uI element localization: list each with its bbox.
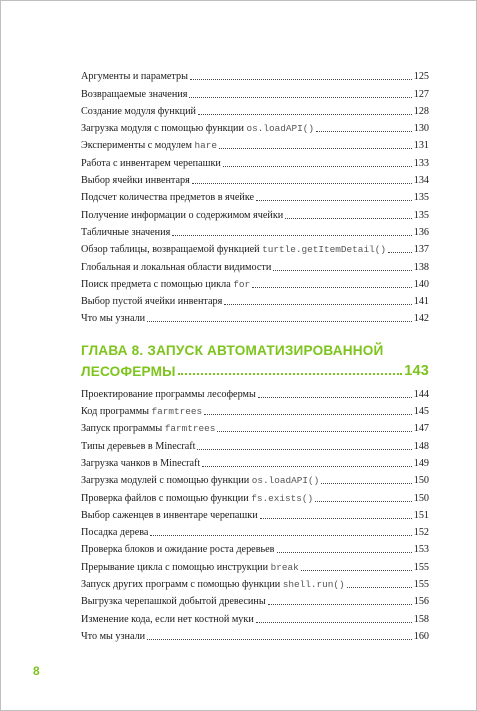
toc-entry-text: Посадка дерева [81,527,149,539]
toc-entry-title [81,527,148,539]
toc-entry-title [81,279,250,291]
chapter-dot-leader [178,373,403,375]
toc-entry[interactable] [81,308,429,325]
toc-entry-text: Изменение кода, если нет костной муки [81,613,254,625]
toc-entry-title [81,106,196,118]
toc-entry-text: Аргументы и параметры [81,71,188,83]
toc-entry-page: 141 [413,296,429,308]
toc-entry-title [81,510,258,522]
toc-entry[interactable] [81,556,429,573]
toc-entry-title [81,493,313,505]
toc-entry-text: Выбор пустой ячейки инвентаря [81,296,223,308]
toc-entry-title [81,140,217,152]
toc-entry-page: 142 [413,313,429,325]
toc-entry-code: farmtrees [164,423,216,435]
toc-entry-text: Проектирование программы лесофермы [81,388,256,400]
toc-entry[interactable] [81,135,429,152]
toc-entry-page: 155 [413,579,429,591]
toc-entry-page: 128 [413,105,429,117]
toc-entry-text: Обзор таблицы, возвращаемой функцией [81,244,263,256]
toc-dot-leader [217,431,411,432]
toc-entry[interactable] [81,487,429,504]
toc-dot-leader [268,604,412,605]
toc-entry-page: 127 [413,88,429,100]
toc-entry-page: 151 [413,509,429,521]
toc-dot-leader [197,449,411,450]
toc-entry[interactable] [81,608,429,625]
toc-entry-title [81,175,190,187]
toc-entry-title [81,458,200,470]
toc-entry-page: 150 [413,492,429,504]
toc-dot-leader [204,414,412,415]
toc-entry-page: 153 [413,544,429,556]
toc-entry-text: Поиск предмета с помощью цикла [81,278,234,290]
toc-entry-page: 135 [413,192,429,204]
toc-entry-page: 137 [413,244,429,256]
toc-entry-text: Запуск других программ с помощью функции [81,579,283,591]
toc-entry[interactable] [81,435,429,452]
toc-dot-leader [388,252,412,253]
toc-entry-title [81,406,202,418]
toc-entry-text: Табличные значения [81,226,171,238]
toc-dot-leader [190,79,412,80]
toc-entry-text: Запуск программы [81,423,165,435]
toc-entry-page: 138 [413,261,429,273]
toc-entry[interactable] [81,222,429,239]
toc-entry-title [81,475,319,487]
toc-dot-leader [202,466,411,467]
toc-entry-code: turtle.getItemDetail() [262,244,386,256]
toc-entry[interactable] [81,470,429,487]
toc-entry-page: 156 [413,596,429,608]
toc-entry-text: Прерывание цикла с помощью инструкции [81,561,271,573]
toc-entry-page: 160 [413,630,429,642]
page-number: 8 [33,664,40,678]
chapter-title-line2: ЛЕСОФЕРМЫ [81,364,176,380]
toc-entry-text: Глобальная и локальная области видимости [81,261,272,273]
toc-entry-text: Проверка блоков и ожидание роста деревьев [81,544,275,556]
toc-entry[interactable] [81,453,429,470]
toc-entry-page: 136 [413,226,429,238]
toc-entry-title [81,614,254,626]
toc-entry[interactable] [81,522,429,539]
toc-entry-title [81,244,386,256]
toc-dot-leader [321,483,411,484]
toc-entry-title [81,562,299,574]
toc-dot-leader [316,131,412,132]
toc-entry-title [81,262,271,274]
toc-entry-title [81,596,266,608]
toc-entry-text: Выгрузка черепашкой добытой древесины [81,596,266,608]
toc-entry-page: 144 [413,388,429,400]
chapter-title-line1: ГЛАВА 8. ЗАПУСК АВТОМАТИЗИРОВАННОЙ [81,343,384,359]
toc-entry[interactable] [81,539,429,556]
toc-dot-leader [347,587,412,588]
toc-entry-page: 134 [413,175,429,187]
toc-entry-text: Загрузка модулей с помощью функции [81,475,252,487]
toc-entry[interactable] [81,574,429,591]
toc-section-chapter-7 [81,66,429,325]
toc-entry-page: 155 [413,561,429,573]
toc-entry-page: 158 [413,613,429,625]
toc-dot-leader [198,114,412,115]
chapter-page-number: 143 [404,363,429,380]
toc-entry[interactable] [81,152,429,169]
toc-entry[interactable] [81,239,429,256]
chapter-heading[interactable] [81,341,429,379]
toc-entry-text: Выбор ячейки инвентаря [81,175,190,187]
toc-dot-leader [273,270,411,271]
toc-entry[interactable] [81,383,429,400]
toc-entry-text: Что мы узнали [81,313,146,325]
toc-entry-text: Что мы узнали [81,630,146,642]
toc-entry-code: os.loadAPI() [246,123,315,135]
toc-entry-text: Эксперименты с модулем [81,140,195,152]
toc-dot-leader [315,501,412,502]
toc-entry[interactable] [81,204,429,221]
toc-entry-title [81,210,283,222]
toc-entry-text: Выбор саженцев в инвентаре черепашки [81,509,258,521]
toc-dot-leader [260,518,412,519]
toc-dot-leader [172,235,411,236]
toc-entry-text: Типы деревьев в Minecraft [81,440,196,452]
toc-entry-title [81,423,215,435]
toc-dot-leader [189,97,411,98]
toc-entry-page: 145 [413,406,429,418]
toc-entry-page: 149 [413,457,429,469]
toc-dot-leader [192,183,412,184]
toc-dot-leader [256,622,412,623]
toc-entry-page: 147 [413,423,429,435]
toc-entry-title [81,441,195,453]
toc-entry-code: farmtrees [151,406,203,418]
toc-entry[interactable] [81,256,429,273]
toc-entry-text: Возвращаемые значения [81,88,188,100]
toc-entry[interactable] [81,83,429,100]
toc-dot-leader [147,639,412,640]
toc-entry-text: Проверка файлов с помощью функции [81,492,252,504]
toc-dot-leader [150,535,411,536]
toc-section-chapter-8 [81,383,429,642]
toc-entry-title [81,158,221,170]
toc-dot-leader [285,218,411,219]
toc-entry-title [81,579,345,591]
toc-entry-title [81,631,145,643]
toc-entry[interactable] [81,66,429,83]
toc-entry-title [81,123,314,135]
toc-entry-text: Работа с инвентарем черепашки [81,157,221,169]
toc-entry-title [81,89,187,101]
toc-entry-code: hare [194,140,217,152]
toc-entry[interactable] [81,591,429,608]
toc-entry-title [81,71,188,83]
toc-entry-title [81,192,254,204]
toc-entry-title [81,227,170,239]
chapter-title-line2-row [81,361,429,379]
toc-entry[interactable] [81,118,429,135]
toc-dot-leader [224,304,411,305]
toc-entry[interactable] [81,187,429,204]
toc-dot-leader [252,287,412,288]
toc-entry-code: for [233,278,251,290]
toc-entry-code: shell.run() [282,579,345,591]
toc-entry-page: 131 [413,140,429,152]
toc-dot-leader [256,200,412,201]
toc-dot-leader [223,166,412,167]
toc-entry[interactable] [81,170,429,187]
toc-entry-page: 148 [413,440,429,452]
toc-entry[interactable] [81,291,429,308]
toc-entry-page: 125 [413,71,429,83]
toc-entry-title [81,389,256,401]
toc-entry-title [81,313,145,325]
toc-entry[interactable] [81,401,429,418]
toc-entry-text: Создание модуля функций [81,105,196,117]
toc-entry[interactable] [81,274,429,291]
toc-entry[interactable] [81,505,429,522]
toc-dot-leader [301,570,412,571]
toc-entry-page: 133 [413,157,429,169]
toc-entry-page: 135 [413,209,429,221]
table-of-contents [81,66,429,643]
toc-dot-leader [147,321,412,322]
toc-entry-text: Загрузка чанков в Minecraft [81,457,201,469]
toc-entry-title [81,544,275,556]
toc-entry-page: 150 [413,475,429,487]
toc-entry[interactable] [81,418,429,435]
toc-entry-page: 152 [413,527,429,539]
toc-dot-leader [277,552,412,553]
toc-dot-leader [258,397,412,398]
toc-entry-text: Подсчет количества предметов в ячейке [81,192,255,204]
toc-entry-text: Код программы [81,406,152,418]
toc-entry[interactable] [81,101,429,118]
toc-dot-leader [219,148,412,149]
toc-entry-code: break [270,561,299,573]
toc-entry-code: os.loadAPI() [251,475,320,487]
toc-entry-title [81,296,222,308]
toc-entry-page: 130 [413,123,429,135]
toc-entry-text: Загрузка модуля с помощью функции [81,123,247,135]
toc-entry[interactable] [81,626,429,643]
toc-entry-page: 140 [413,278,429,290]
toc-entry-code: fs.exists() [251,492,314,504]
toc-entry-text: Получение информации о содержимом ячейки [81,209,284,221]
